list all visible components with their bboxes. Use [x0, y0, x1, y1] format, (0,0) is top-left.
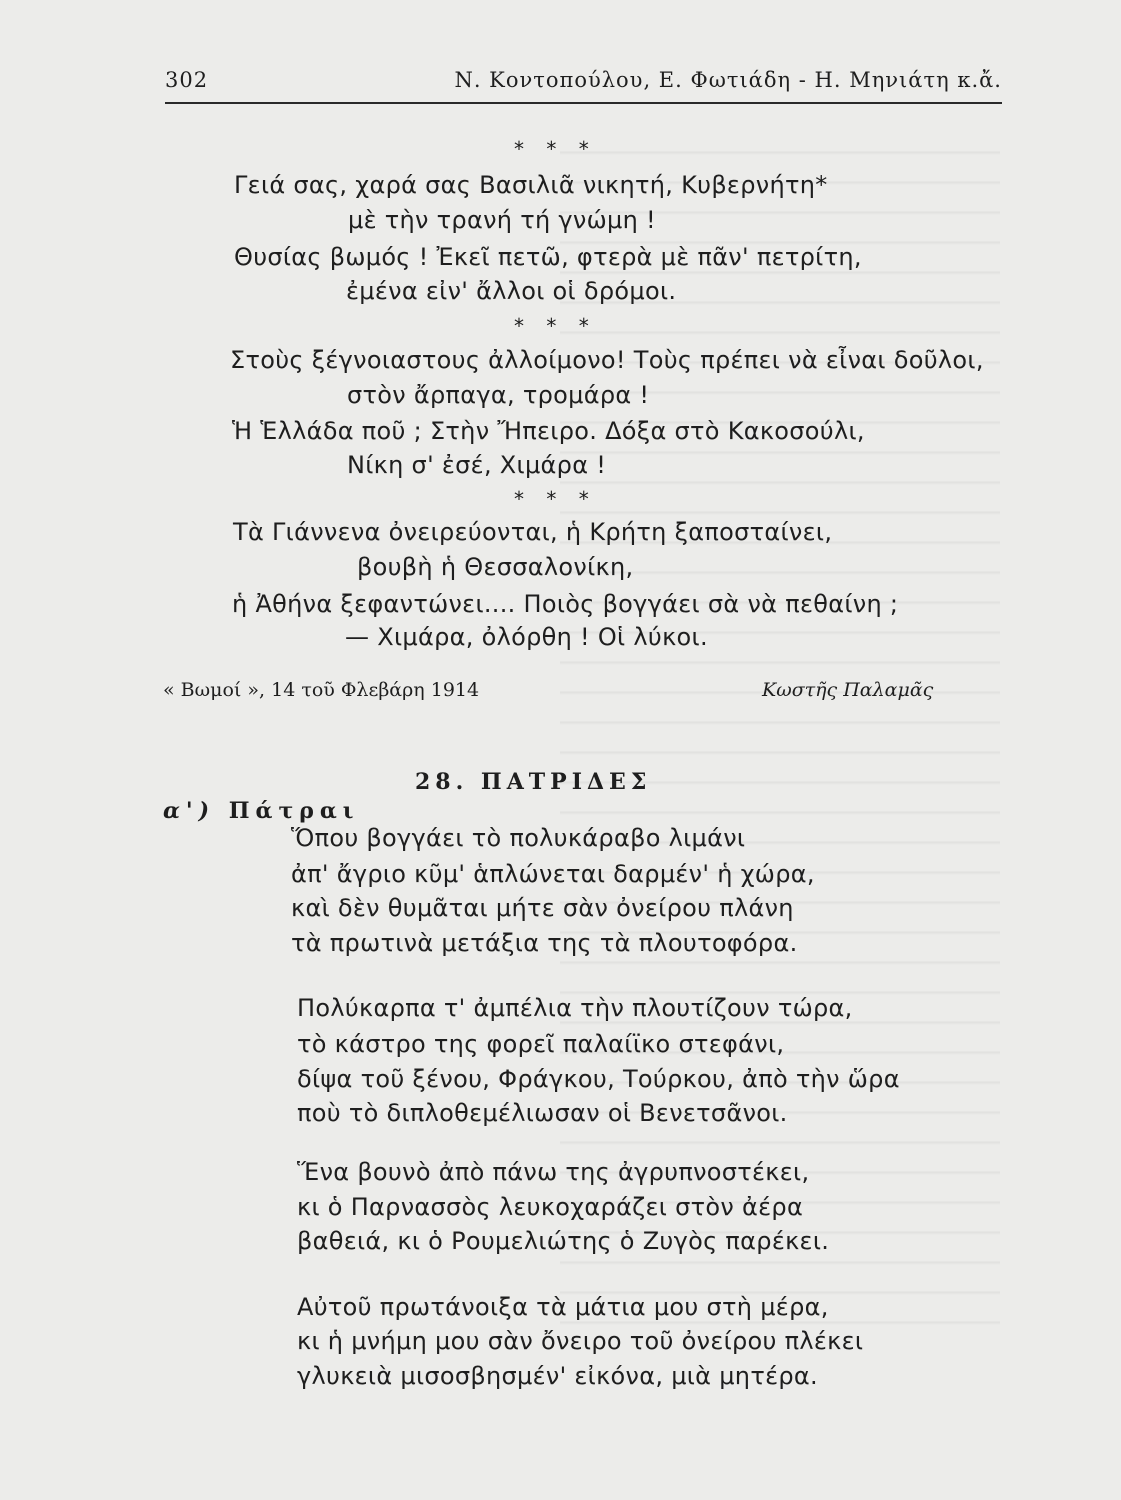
- running-head: Ν. Κοντοπούλου, Ε. Φωτιάδη - Η. Μηνιάτη κ.ἄ.: [454, 68, 1002, 92]
- poem-line: ἡ Ἀθήνα ξεφαντώνει.... Ποιὸς βογγάει σὰ νὰ πεθαίνη ;: [232, 590, 899, 618]
- page-number: 302: [165, 68, 209, 92]
- poem-line: Νίκη σ' ἐσέ, Χιμάρα !: [347, 451, 607, 479]
- poem-line: καὶ δὲν θυμᾶται μήτε σὰν ὀνείρου πλάνη: [291, 894, 794, 922]
- poem-line: Τὰ Γιάννενα ὀνειρεύονται, ἡ Κρήτη ξαποσταίνει,: [233, 518, 833, 546]
- poem-line: τὰ πρωτινὰ μετάξια της τὰ πλουτοφόρα.: [291, 929, 798, 957]
- section-title: 28. ΠΑΤΡΙΔΕΣ: [415, 769, 652, 795]
- poem-line: ἀπ' ἄγριο κῦμ' ἁπλώνεται δαρμέν' ἡ χώρα,: [291, 860, 815, 888]
- poem-line: Αὐτοῦ πρωτάνοιξα τὰ μάτια μου στὴ μέρα,: [297, 1293, 829, 1321]
- poem-line: — Χιμάρα, ὀλόρθη ! Οἱ λύκοι.: [345, 623, 708, 651]
- poem-line: Στοὺς ξέγνοιαστους ἀλλοίμονο! Τοὺς πρέπει νὰ εἶναι δοῦλοι,: [230, 346, 984, 374]
- poem-line: Θυσίας βωμός ! Ἐκεῖ πετῶ, φτερὰ μὲ πᾶν' πετρίτη,: [234, 243, 862, 271]
- poem-line: ποὺ τὸ διπλοθεμέλιωσαν οἱ Βενετσᾶνοι.: [297, 1099, 788, 1127]
- stanza-separator: * * *: [514, 314, 597, 338]
- poem-line: τὸ κάστρο της φορεῖ παλαίϊκο στεφάνι,: [297, 1030, 785, 1058]
- stanza-separator: * * *: [514, 487, 597, 511]
- poem-line: δίψα τοῦ ξένου, Φράγκου, Τούρκου, ἀπὸ τὴν ὥρα: [297, 1065, 900, 1093]
- poem-line: ἐμένα εἰν' ἄλλοι οἱ δρόμοι.: [346, 277, 677, 305]
- poem-line: Ἡ Ἑλλάδα ποῦ ; Στὴν Ἤπειρο. Δόξα στὸ Κακοσούλι,: [232, 417, 865, 445]
- poem-line: μὲ τὴν τρανή τή γνώμη !: [348, 206, 656, 234]
- stanza-separator: * * *: [514, 137, 597, 161]
- poem-line: βαθειά, κι ὁ Ρουμελιώτης ὁ Ζυγὸς παρέκει.: [297, 1227, 830, 1255]
- poem-citation: « Βωμοί », 14 τοῦ Φλεβάρη 1914: [163, 679, 480, 701]
- poem-line: κι ὁ Παρνασσὸς λευκοχαράζει στὸν ἀέρα: [297, 1193, 804, 1221]
- subsection-title: [163, 798, 359, 824]
- subsection-name: Πάτραι: [228, 798, 360, 824]
- poem-line: Ἕνα βουνὸ ἀπὸ πάνω της ἀγρυπνοστέκει,: [297, 1158, 810, 1186]
- poem-line: κι ἡ μνήμη μου σὰν ὄνειρο τοῦ ὀνείρου πλέκει: [297, 1327, 864, 1355]
- poem-line: γλυκειὰ μισοσβησμέν' εἰκόνα, μιὰ μητέρα.: [297, 1362, 818, 1390]
- poem-line: στὸν ἄρπαγα, τρομάρα !: [347, 381, 650, 409]
- subsection-prefix: α'): [163, 798, 229, 824]
- poem-line: Ὅπου βογγάει τὸ πολυκάραβο λιμάνι: [291, 824, 746, 852]
- poem-line: βουβὴ ἡ Θεσσαλονίκη,: [357, 553, 634, 581]
- page-header: [165, 68, 1002, 104]
- poem-author: Κωστῆς Παλαμᾶς: [762, 679, 934, 701]
- poem-line: Πολύκαρπα τ' ἀμπέλια τὴν πλουτίζουν τώρα,: [297, 994, 853, 1022]
- poem-line: Γειά σας, χαρά σας Βασιλιᾶ νικητή, Κυβερνήτη*: [234, 171, 828, 199]
